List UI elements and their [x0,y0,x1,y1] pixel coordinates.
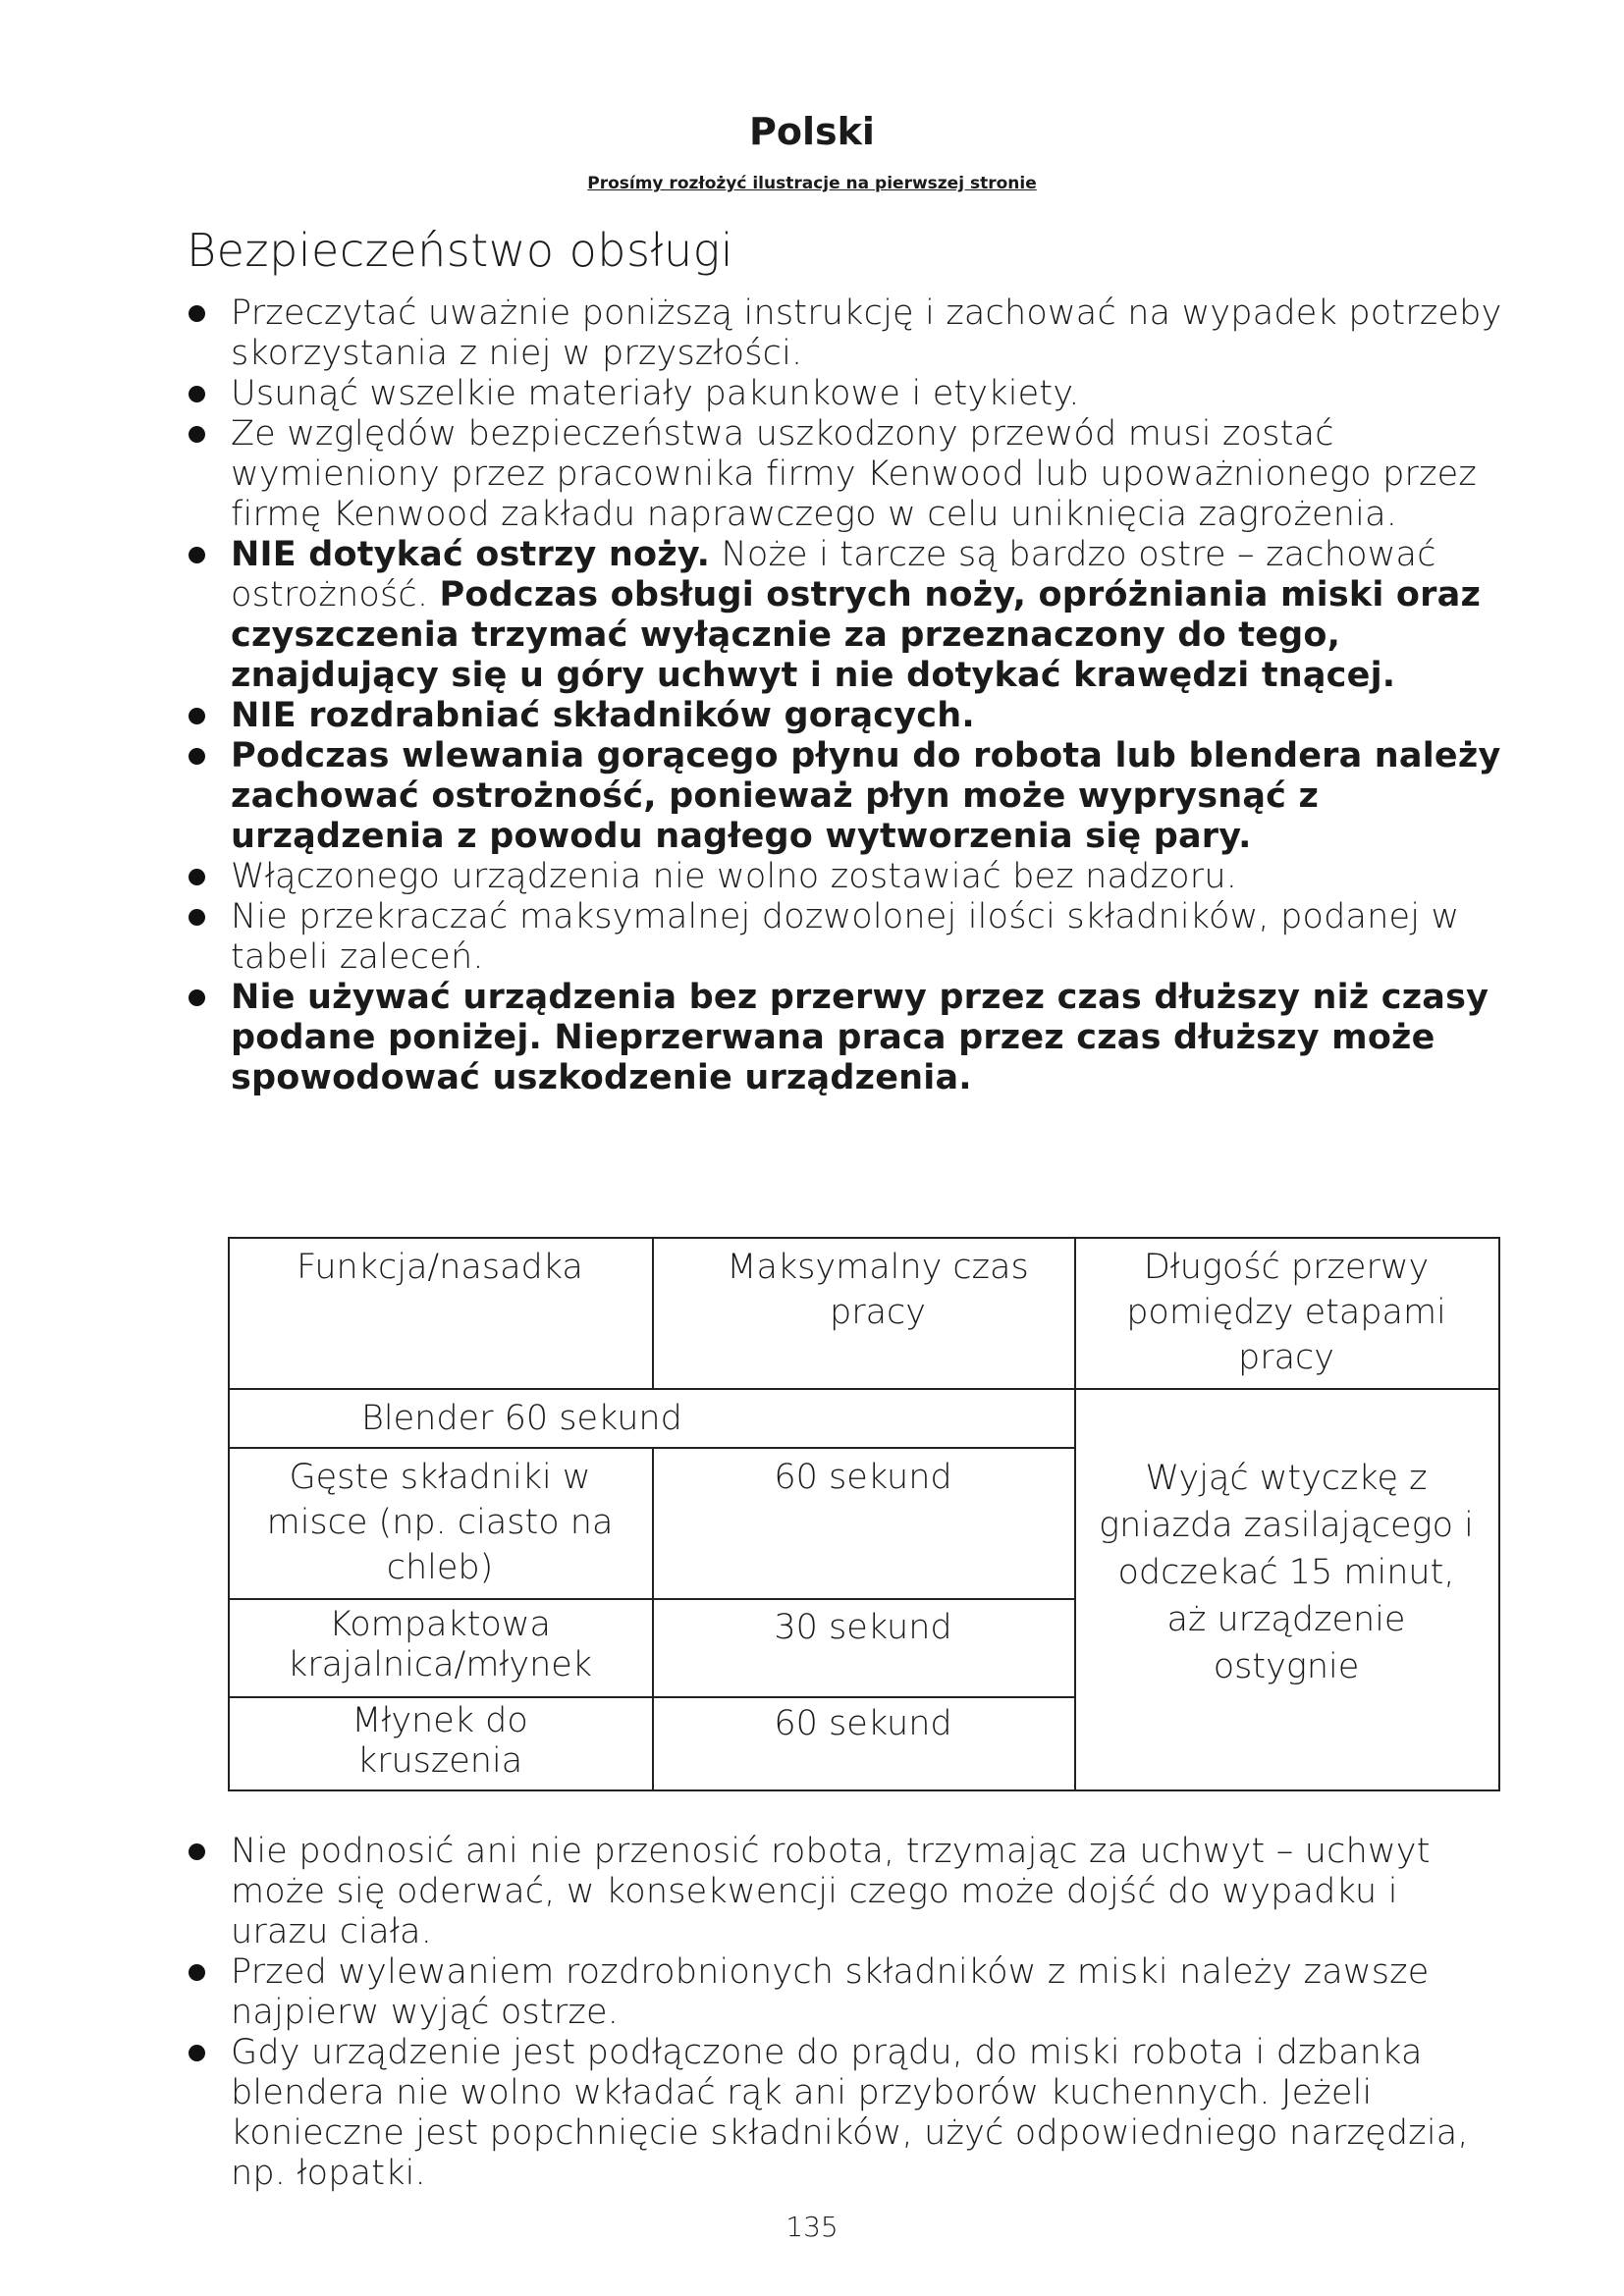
page-number: 135 [785,2211,839,2243]
bullet-icon [189,909,205,926]
row-time: 30 sekund [774,1608,952,1647]
safety-item-text: Przed wylewaniem rozdrobnionych składników z miski należy zawsze najpierw wyjąć ostrze. [231,1952,1430,2032]
bullet-icon [189,386,205,402]
header-max-time: Maksymalny czas pracy [727,1248,1029,1332]
safety-item-text: Nie przekraczać maksymalnej dozwolonej ilości składników, podanej w tabeli zaleceń. [231,897,1460,977]
header-function: Funkcja/nasadka [297,1248,583,1287]
bullet-icon [189,2045,205,2061]
safety-item-text: Podczas obsługi ostrych noży, opróżniania miski oraz czyszczenia trzymać wyłącznie za przeznaczony do tego, znajdujący się u góry uchwyt i nie dotykać krawędzi tnącej. [231,575,1482,695]
safety-item [187,696,1502,736]
bullet-icon [189,869,205,885]
safety-item-text: Gdy urządzenie jest podłączone do prądu, do miski robota i dzbanka blendera nie wolno wkładać rąk ani przyborów kuchennych. Jeżeli konieczne jest popchnięcie składników, użyć odpowiedniego narzędzia, np. łopatki. [231,2033,1469,2193]
section-title: Bezpieczeństwo obsługi [187,224,734,277]
safety-list-bottom [187,1832,1502,2194]
bullet-icon [189,547,205,563]
safety-item-text: Ze względów bezpieczeństwa uszkodzony przewód musi zostać wymieniony przez pracownika firmy Kenwood lub upoważnionego przez firmę Kenwood zakładu naprawczego w celu uniknięcia zagrożenia. [231,414,1477,534]
table-line [1498,1237,1500,1791]
table-line [228,1789,1500,1791]
safety-item-text: Przeczytać uważnie poniższą instrukcję i zachować na wypadek potrzeby skorzystania z niej w przyszłości. [231,294,1502,373]
row-time: 60 sekund [774,1704,952,1743]
bullet-icon [189,305,205,322]
row-function: Młynek do kruszenia [352,1701,528,1781]
safety-item-text: Usunąć wszelkie materiały pakunkowe i etykiety. [231,374,1080,413]
safety-item-text: Podczas wlewania gorącego płynu do robota lub blendera należy zachować ostrożność, ponieważ płyn może wyprysnąć z urządzenia z powodu nagłego wytworzenia się pary. [231,736,1501,856]
safety-item [187,897,1502,978]
safety-item-text: NIE rozdrabniać składników gorących. [231,696,975,735]
safety-item [187,1832,1502,1952]
row-function: Kompaktowa krajalnica/młynek [287,1605,593,1684]
bullet-icon [189,989,205,1006]
row-time: 60 sekund [774,1458,952,1497]
bullet-icon [189,1843,205,1860]
page-heading: Polski [749,110,875,153]
safety-item-text: Nie podnosić ani nie przenosić robota, trzymając za uchwyt – uchwyt może się oderwać, w konsekwencji czego może dojść do wypadku i urazu ciała. [231,1832,1431,1951]
safety-item [187,374,1502,414]
safety-item-text: Włączonego urządzenia nie wolno zostawiać bez nadzoru. [231,857,1238,896]
safety-item [187,535,1502,696]
bullet-icon [189,748,205,765]
safety-item-text: Noże i tarcze są bardzo ostre – zachować ostrożność. [231,535,1436,614]
illustration-note: Prosímy rozłożyć ilustracje na pierwszej stronie [587,174,1037,193]
safety-item [187,978,1502,1098]
safety-item [187,2033,1502,2194]
safety-list-top [187,294,1502,1098]
header-pause: Długość przerwy pomiędzy etapami pracy [1126,1248,1446,1377]
pause-instruction: Wyjąć wtyczkę z gniazda zasilającego i odczekać 15 minut, aż urządzenie ostygnie [1099,1459,1474,1686]
safety-item-text: Nie używać urządzenia bez przerwy przez czas dłuższy niż czasy podane poniżej. Nieprzerwana praca przez czas dłuższy może spowodować uszkodzenie urządzenia. [231,978,1489,1097]
table-line [228,1237,1500,1239]
safety-item [187,414,1502,535]
table-line [228,1388,1500,1390]
bullet-icon [189,708,205,724]
blender-row: Blender 60 sekund [361,1399,682,1438]
safety-item-text: NIE dotykać ostrzy noży. [231,535,711,574]
row-function: Gęste składniki w misce (np. ciasto na chleb) [266,1458,614,1587]
bullet-icon [189,1964,205,1981]
operating-time-table [228,1237,1500,1791]
safety-item [187,736,1502,857]
safety-item [187,294,1502,374]
bullet-icon [189,426,205,443]
safety-item [187,857,1502,897]
safety-item [187,1952,1502,2033]
